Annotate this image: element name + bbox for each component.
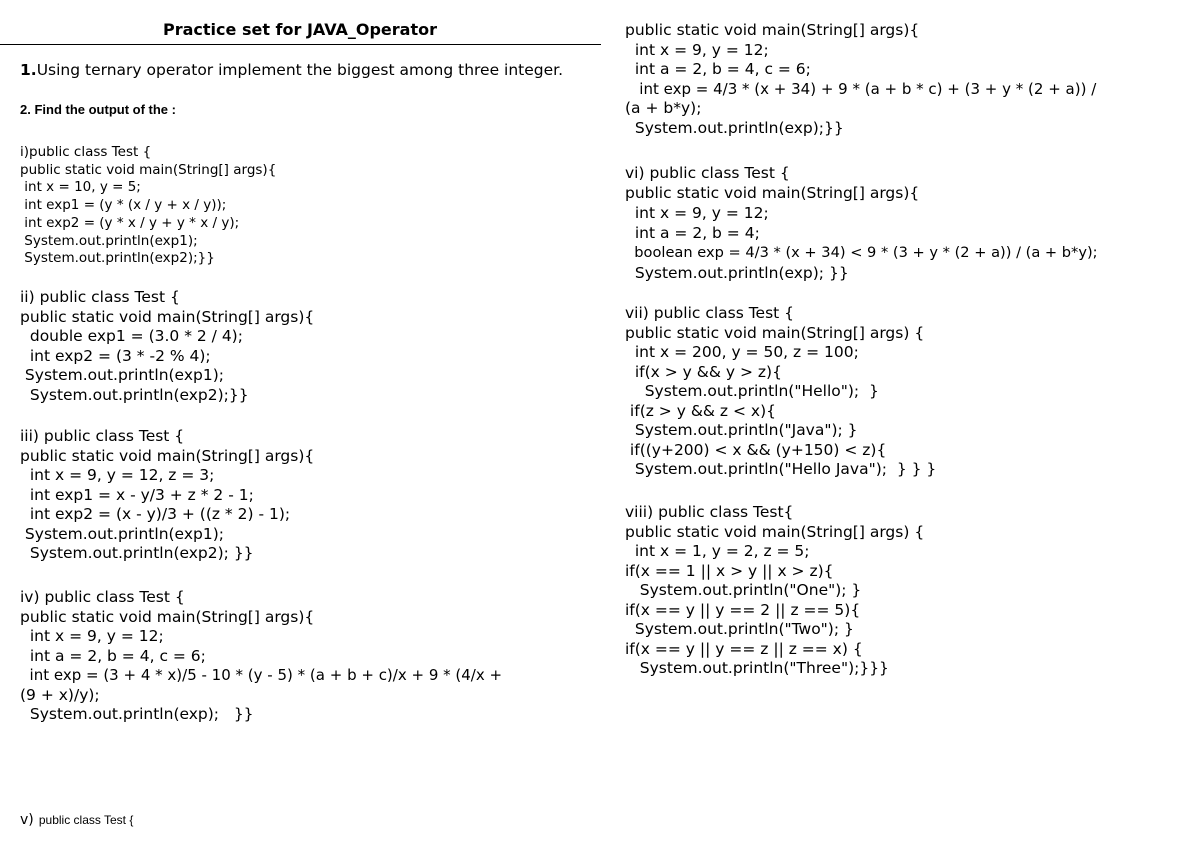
code-line: int x = 9, y = 12; — [20, 627, 164, 645]
code-line: int exp2 = (3 * -2 % 4); — [20, 346, 211, 365]
code-line: System.out.println(exp);}} — [625, 118, 844, 137]
code-line: System.out.println("Hello"); } — [625, 382, 879, 400]
code-line: System.out.println(exp); }} — [20, 705, 254, 723]
section-v-label: v) — [20, 812, 34, 828]
code-line: System.out.println("Two"); } — [625, 620, 854, 638]
code-line: System.out.println(exp2);}} — [20, 250, 215, 267]
code-block-vi — [625, 163, 1195, 283]
code-line: System.out.println(exp2); }} — [20, 544, 254, 562]
question-2: 2. Find the output of the : — [20, 102, 176, 117]
code-block-v-start — [20, 809, 133, 828]
code-line: vi) public class Test { — [625, 164, 790, 182]
code-line: public static void main(String[] args){ — [625, 21, 920, 39]
code-line: public static void main(String[] args){ — [20, 307, 315, 326]
code-line: System.out.println(exp1); — [20, 232, 198, 249]
code-line: System.out.println(exp1); — [20, 366, 224, 384]
code-line: i)public class Test { — [20, 144, 152, 160]
code-line: public static void main(String[] args) { — [625, 522, 925, 541]
code-block-viii — [625, 503, 924, 679]
code-line: int x = 9, y = 12, z = 3; — [20, 466, 215, 484]
section-v-text: public class Test { — [38, 813, 134, 827]
code-line: if(x == y || y == z || z == x) { — [625, 639, 863, 658]
code-line: int exp = 4/3 * (x + 34) + 9 * (a + b * c) + (3 + y * (2 + a)) / — [625, 79, 1097, 98]
code-line: viii) public class Test{ — [625, 503, 794, 521]
code-line: iv) public class Test { — [20, 588, 185, 606]
code-line: int x = 1, y = 2, z = 5; — [625, 542, 810, 560]
code-line: System.out.println(exp); }} — [625, 264, 849, 282]
code-line: public static void main(String[] args){ — [625, 184, 920, 202]
code-line: int exp2 = (x - y)/3 + ((z * 2) - 1); — [20, 505, 291, 523]
question-1-text: Using ternary operator implement the biggest among three integer. — [36, 61, 564, 79]
code-line: int exp2 = (y * x / y + y * x / y); — [20, 214, 240, 231]
code-line: int a = 2, b = 4; — [625, 224, 760, 242]
code-line: System.out.println("Three");}}} — [625, 659, 889, 677]
question-1 — [20, 60, 575, 80]
code-line: if((y+200) < x && (y+150) < z){ — [625, 440, 887, 459]
code-block-iv — [20, 588, 580, 725]
code-line: int x = 9, y = 12; — [625, 40, 769, 59]
code-line: boolean exp = 4/3 * (x + 34) < 9 * (3 + y * (2 + a)) / (a + b*y); — [625, 244, 1098, 261]
code-line: int exp = (3 + 4 * x)/5 - 10 * (y - 5) * (a + b + c)/x + 9 * (4/x + — [20, 666, 503, 684]
page-title: Practice set for JAVA_Operator — [163, 20, 437, 39]
title-divider — [0, 44, 601, 45]
code-line: public static void main(String[] args){ — [20, 161, 277, 178]
code-block-vii — [625, 304, 936, 480]
code-line: System.out.println("One"); } — [625, 581, 862, 599]
code-line: if(x == 1 || x > y || x > z){ — [625, 561, 834, 580]
code-line: int x = 200, y = 50, z = 100; — [625, 343, 859, 361]
code-line: public static void main(String[] args){ — [20, 446, 315, 465]
code-line: System.out.println("Java"); } — [625, 421, 858, 439]
code-line: public static void main(String[] args) { — [625, 323, 925, 342]
code-line: (9 + x)/y); — [20, 685, 100, 704]
code-line: int x = 9, y = 12; — [625, 204, 769, 222]
code-line: int x = 10, y = 5; — [20, 179, 141, 196]
code-line: int exp1 = x - y/3 + z * 2 - 1; — [20, 485, 254, 504]
code-line: if(x > y && y > z){ — [625, 362, 782, 381]
code-line: int a = 2, b = 4, c = 6; — [625, 60, 811, 78]
code-block-i — [20, 144, 276, 268]
code-line: iii) public class Test { — [20, 427, 185, 445]
code-block-ii — [20, 288, 314, 405]
question-1-number: 1. — [20, 61, 37, 79]
code-line: vii) public class Test { — [625, 304, 795, 322]
code-line: System.out.println("Hello Java"); } } } — [625, 460, 937, 478]
code-line: if(x == y || y == 2 || z == 5){ — [625, 600, 861, 619]
code-line: ii) public class Test { — [20, 288, 180, 306]
code-line: System.out.println(exp1); — [20, 524, 224, 543]
code-line: System.out.println(exp2);}} — [20, 385, 249, 404]
code-line: public static void main(String[] args){ — [20, 607, 315, 626]
code-line: if(z > y && z < x){ — [625, 401, 776, 420]
code-block-iii — [20, 427, 314, 564]
code-line: int a = 2, b = 4, c = 6; — [20, 646, 206, 665]
code-line: (a + b*y); — [625, 99, 702, 117]
code-line: int exp1 = (y * (x / y + x / y)); — [20, 197, 227, 214]
code-block-v-continued — [625, 21, 1185, 138]
code-line: double exp1 = (3.0 * 2 / 4); — [20, 327, 243, 345]
